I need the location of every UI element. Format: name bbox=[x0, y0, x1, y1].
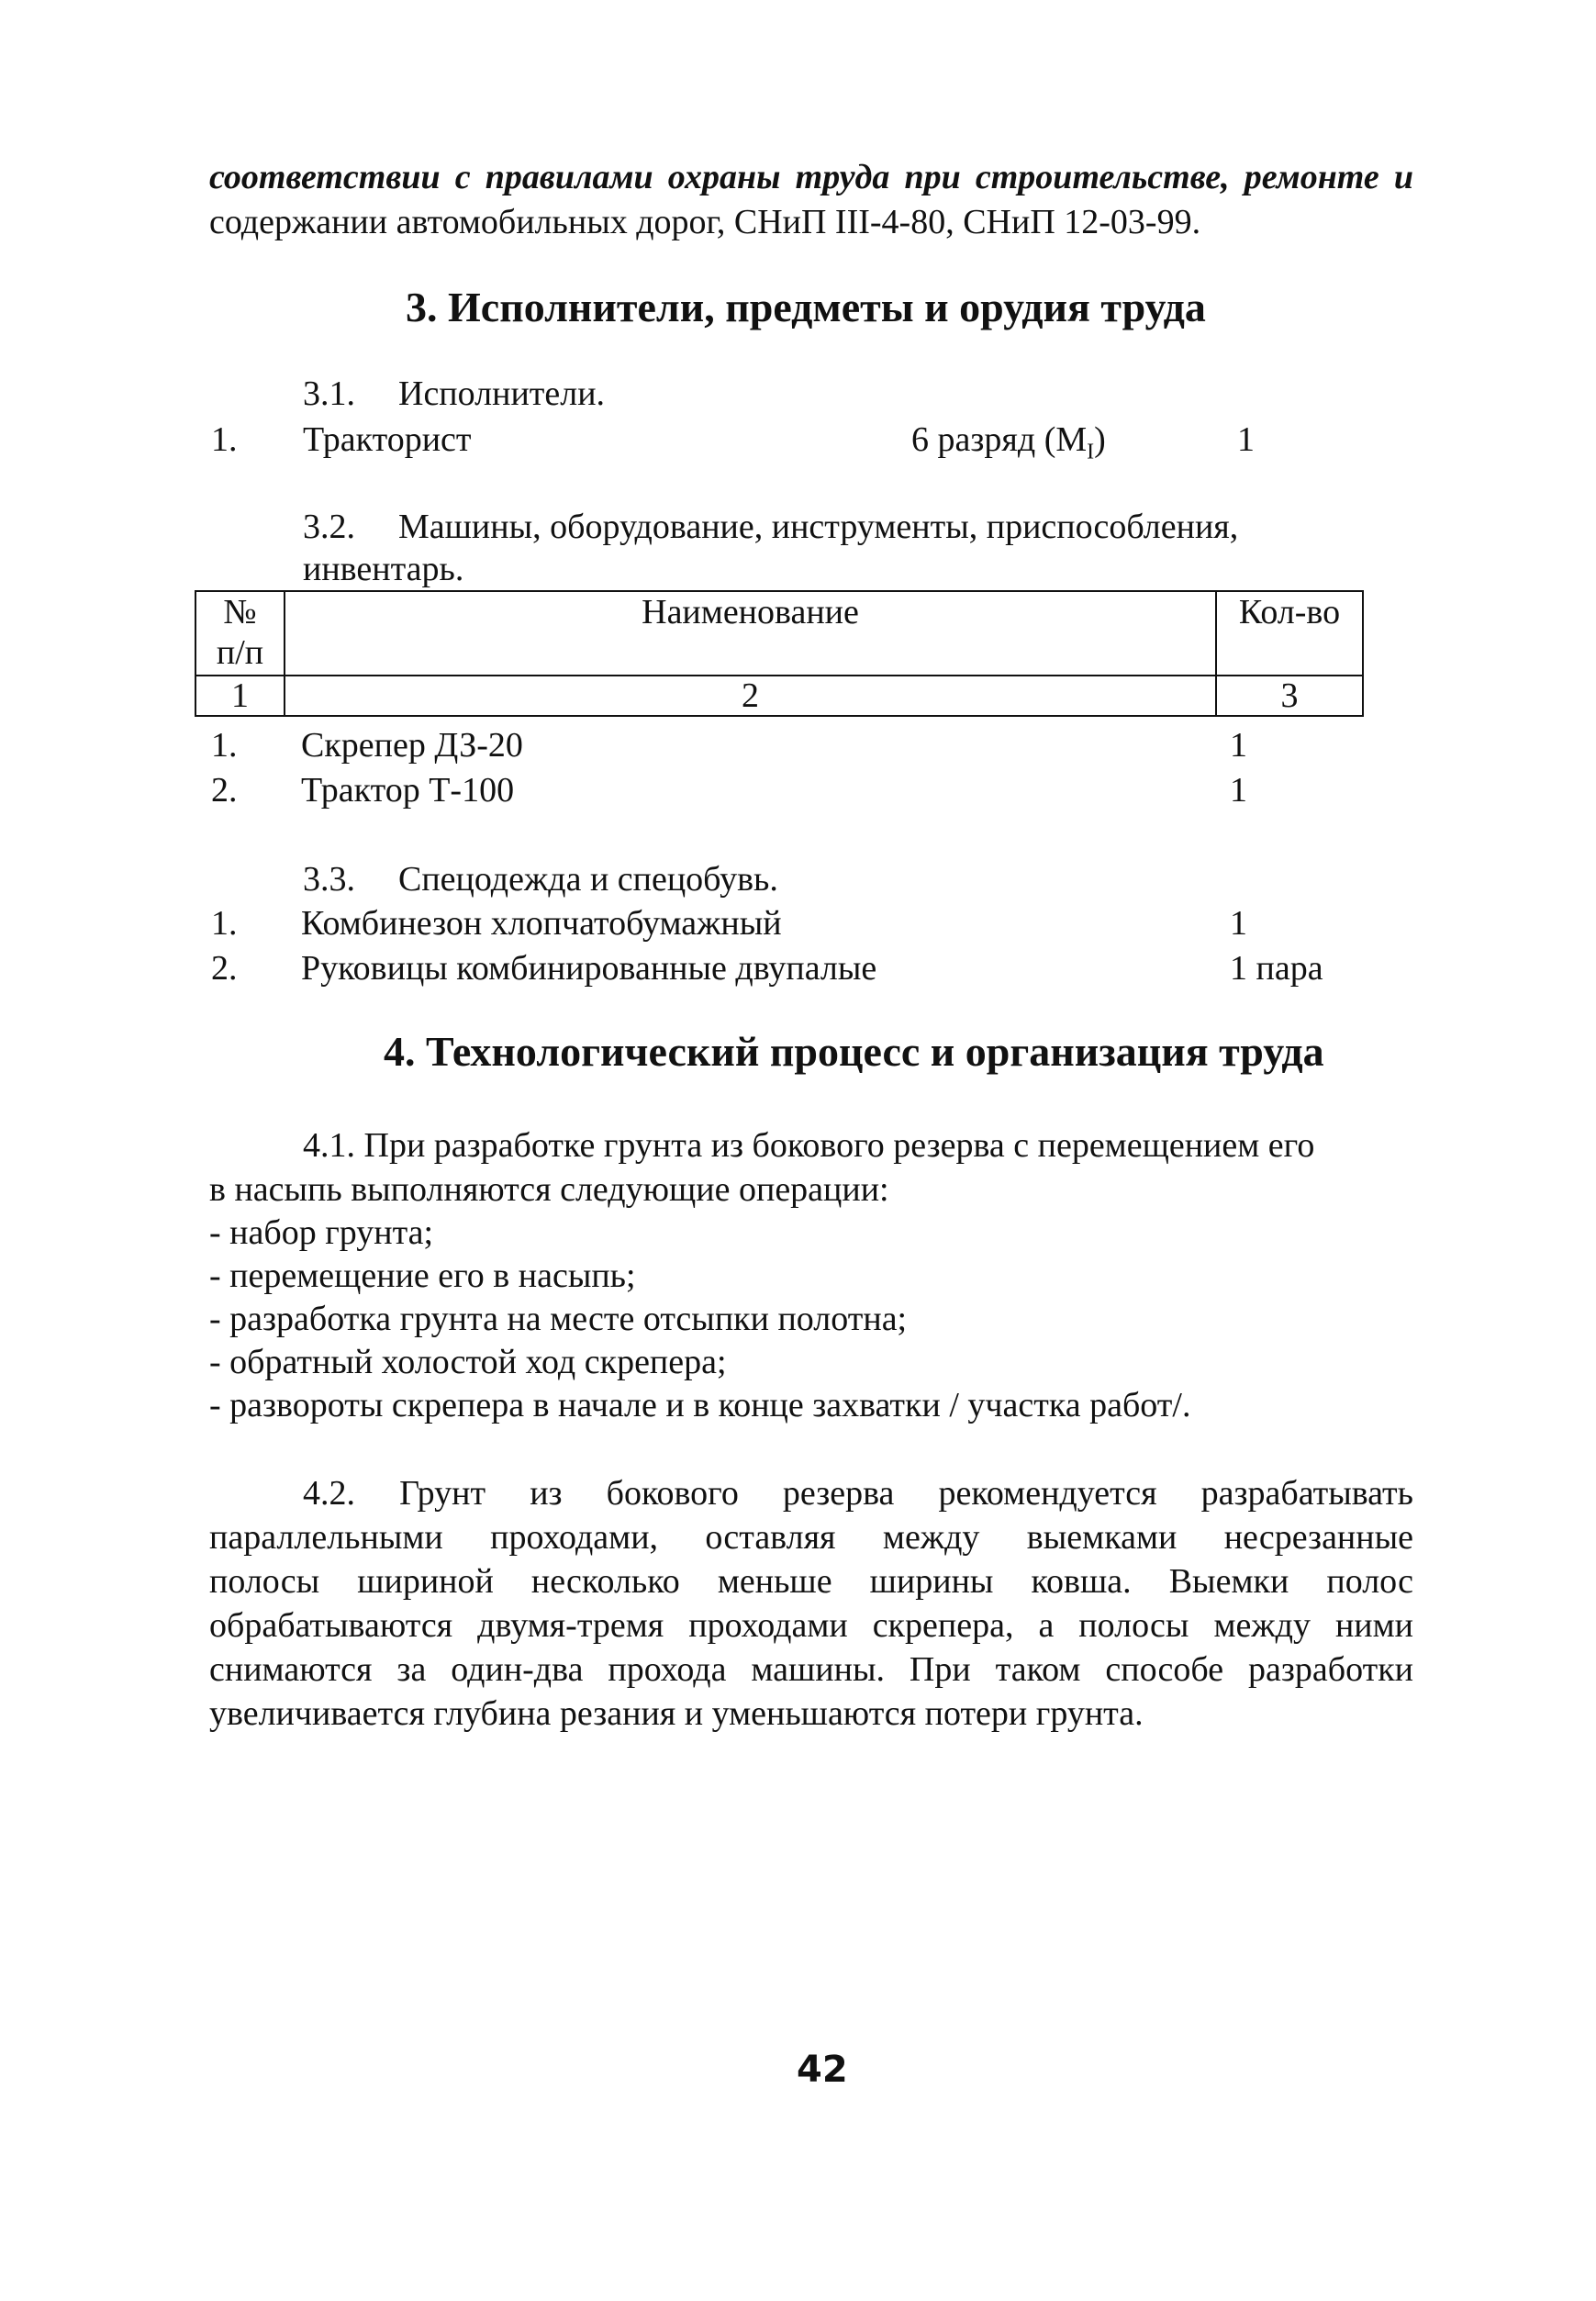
list-item-qty: 1 bbox=[1230, 726, 1247, 765]
sub31-row-qty: 1 bbox=[1237, 420, 1255, 459]
grade-end: ) bbox=[1094, 420, 1106, 459]
p42-line: параллельными проходами, оставляя между выемками несрезанные bbox=[209, 1518, 1413, 1557]
p42-line: снимаются за один-два прохода машины. При таком способе разработки bbox=[209, 1650, 1413, 1689]
p42-line: полосы шириной несколько меньше ширины ковша. Выемки полос bbox=[209, 1562, 1413, 1601]
bullet-item: - разработка грунта на месте отсыпки полотна; bbox=[209, 1300, 908, 1338]
colnum-1: 1 bbox=[195, 676, 285, 716]
list-item-num: 1. bbox=[211, 904, 238, 943]
section3-title: 3. Исполнители, предметы и орудия труда bbox=[406, 284, 1206, 330]
list-item-num: 2. bbox=[211, 771, 238, 810]
sub32-label-line2: инвентарь. bbox=[303, 550, 464, 588]
sub33-label: Спецодежда и спецобувь. bbox=[398, 860, 778, 899]
grade-text: 6 разряд (М bbox=[911, 420, 1088, 459]
sub32-num: 3.2. bbox=[303, 508, 355, 546]
header-qty: Кол-во bbox=[1216, 591, 1363, 676]
list-item-name: Скрепер ДЗ-20 bbox=[301, 726, 523, 765]
list-item-num: 1. bbox=[211, 726, 238, 765]
bullet-item: - перемещение его в насыпь; bbox=[209, 1257, 636, 1295]
sub33-num: 3.3. bbox=[303, 860, 355, 899]
list-item-name: Комбинезон хлопчатобумажный bbox=[301, 904, 782, 943]
header-name: Наименование bbox=[285, 591, 1216, 676]
p42-last-line: увеличивается глубина резания и уменьшаются потери грунта. bbox=[209, 1694, 1144, 1733]
p42-line1: 4.2. Грунт из бокового резерва рекомендуется разрабатывать bbox=[303, 1474, 1413, 1513]
sub31-row-name: Тракторист bbox=[303, 420, 472, 459]
section4-title: 4. Технологический процесс и организация труда bbox=[384, 1028, 1324, 1075]
colnum-2: 2 bbox=[285, 676, 1216, 716]
equipment-table bbox=[195, 590, 1364, 717]
list-item-num: 2. bbox=[211, 949, 238, 988]
page-number: 42 bbox=[797, 2049, 848, 2091]
bullet-item: - набор грунта; bbox=[209, 1213, 434, 1252]
p42-line: обрабатываются двумя-тремя проходами скрепера, а полосы между ними bbox=[209, 1606, 1413, 1645]
header-num-line2: п/п bbox=[216, 633, 264, 672]
header-num-line1: № bbox=[223, 593, 257, 631]
list-item-name: Руковицы комбинированные двупалые bbox=[301, 949, 877, 988]
sub31-label: Исполнители. bbox=[398, 374, 606, 413]
intro-line-1-text: соответствии с правилами охраны труда при строительстве, ремонте и bbox=[209, 158, 1413, 196]
sub31-row-grade bbox=[911, 419, 1106, 474]
bullet-item: - развороты скрепера в начале и в конце захватки / участка работ/. bbox=[209, 1386, 1191, 1424]
intro-line-2: содержании автомобильных дорог, СНиП III-4-80, СНиП 12-03-99. bbox=[209, 203, 1201, 241]
table-header-row bbox=[195, 591, 1363, 676]
header-num bbox=[195, 591, 285, 676]
bullet-item: - обратный холостой ход скрепера; bbox=[209, 1343, 727, 1381]
p41-line2: в насыпь выполняются следующие операции: bbox=[209, 1170, 889, 1209]
grade-sub: I bbox=[1087, 440, 1095, 464]
sub31-row-num: 1. bbox=[211, 420, 238, 459]
intro-line-1 bbox=[209, 156, 1413, 198]
sub32-label-line1: Машины, оборудование, инструменты, приспособления, bbox=[398, 508, 1239, 546]
list-item-name: Трактор Т-100 bbox=[301, 771, 515, 810]
table-colnum-row bbox=[195, 676, 1363, 716]
list-item-qty: 1 пара bbox=[1230, 949, 1323, 988]
list-item-qty: 1 bbox=[1230, 904, 1247, 943]
sub31-num: 3.1. bbox=[303, 374, 355, 413]
colnum-3: 3 bbox=[1216, 676, 1363, 716]
list-item-qty: 1 bbox=[1230, 771, 1247, 810]
p41-line1: 4.1. При разработке грунта из бокового резерва с перемещением его bbox=[303, 1126, 1315, 1165]
